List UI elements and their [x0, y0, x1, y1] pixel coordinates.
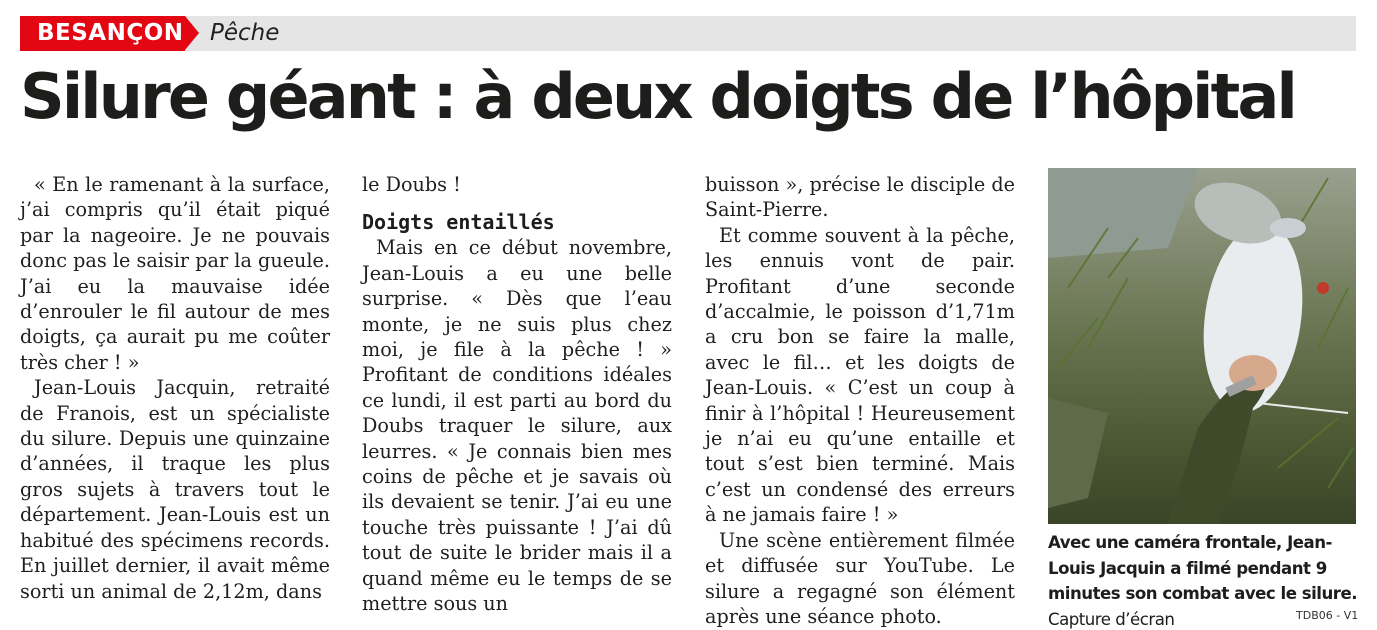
article-column-3: [705, 172, 1015, 629]
headline: Silure géant : à deux doigts de l’hôpital: [20, 60, 1295, 133]
fish-fin: [1270, 218, 1306, 238]
article-column-1: [20, 172, 330, 604]
paragraph: Une scène entièrement filmée et diffusée sur YouTube. Le silure a regagné son élément après une séance photo.: [705, 528, 1015, 628]
fishing-line: [1258, 403, 1348, 413]
rubric-label: Pêche: [210, 20, 280, 46]
rock-shape: [1048, 168, 1198, 258]
paragraph: Jean-Louis Jacquin, retraité de Franois, est un spécialiste du silure. Depuis une quinzaine d’années, il traque les plus gros sujets à travers tout le département. Jean-Louis est un habitué des spécimens records. En juillet dernier, il avait même sorti un animal de 2,12m, dans: [20, 376, 330, 603]
paragraph: buisson », précise le disciple de Saint-Pierre.: [705, 173, 1015, 222]
catfish-photo: [1048, 168, 1356, 524]
subheading: Doigts entaillés: [362, 210, 555, 235]
paragraph: le Doubs !: [362, 173, 461, 196]
paragraph: Mais en ce début novembre, Jean-Louis a eu une belle surprise. « Dès que l’eau monte, je ne suis plus chez moi, je file à la pêche ! » Profitant de conditions idéales ce lundi, il est parti au bord du Doubs traquer le silure, aux leurres. « Je connais bien mes coins de pêche et je savais où ils devaient se tenir. J’ai eu une touche très puissante ! J’ai dû tout de suite le brider mais il a quand même eu le temps de se mettre sous un: [362, 236, 672, 616]
paragraph: Et comme souvent à la pêche, les ennuis vont de pair. Profitant d’une seconde d’accalmie, le poisson d’1,71m a cru bon se faire la malle, avec le fil… et les doigts de Jean-Louis. « C’est un coup à finir à l’hôpital ! Heureusement je n’ai eu qu’une entaille et tout s’est bien terminé. Mais c’est un condensé des erreurs à ne jamais faire ! »: [705, 223, 1015, 527]
section-banner: [20, 16, 1356, 51]
camouflage-sleeve: [1168, 373, 1266, 524]
article-column-2: [362, 172, 672, 617]
section-tag: BESANÇON: [20, 16, 185, 51]
page-code: TDB06 - V1: [1296, 609, 1359, 622]
paragraph: « En le ramenant à la surface, j’ai compris qu’il était piqué par la nageoire. Je ne pouvais donc pas le saisir par la gueule. J’ai eu la mauvaise idée d’enrouler le fil autour de mes doigts, ça aurait pu me coûter très cher ! »: [20, 173, 330, 374]
caption-credit: Capture d’écran: [1048, 609, 1175, 629]
catfish-photo-illustration: [1048, 168, 1356, 524]
caption-text: Avec une caméra frontale, Jean-Louis Jacquin a filmé pendant 9 minutes son combat avec le silure.: [1048, 533, 1358, 603]
rock-shape: [1048, 398, 1108, 508]
lure-icon: [1317, 282, 1329, 294]
